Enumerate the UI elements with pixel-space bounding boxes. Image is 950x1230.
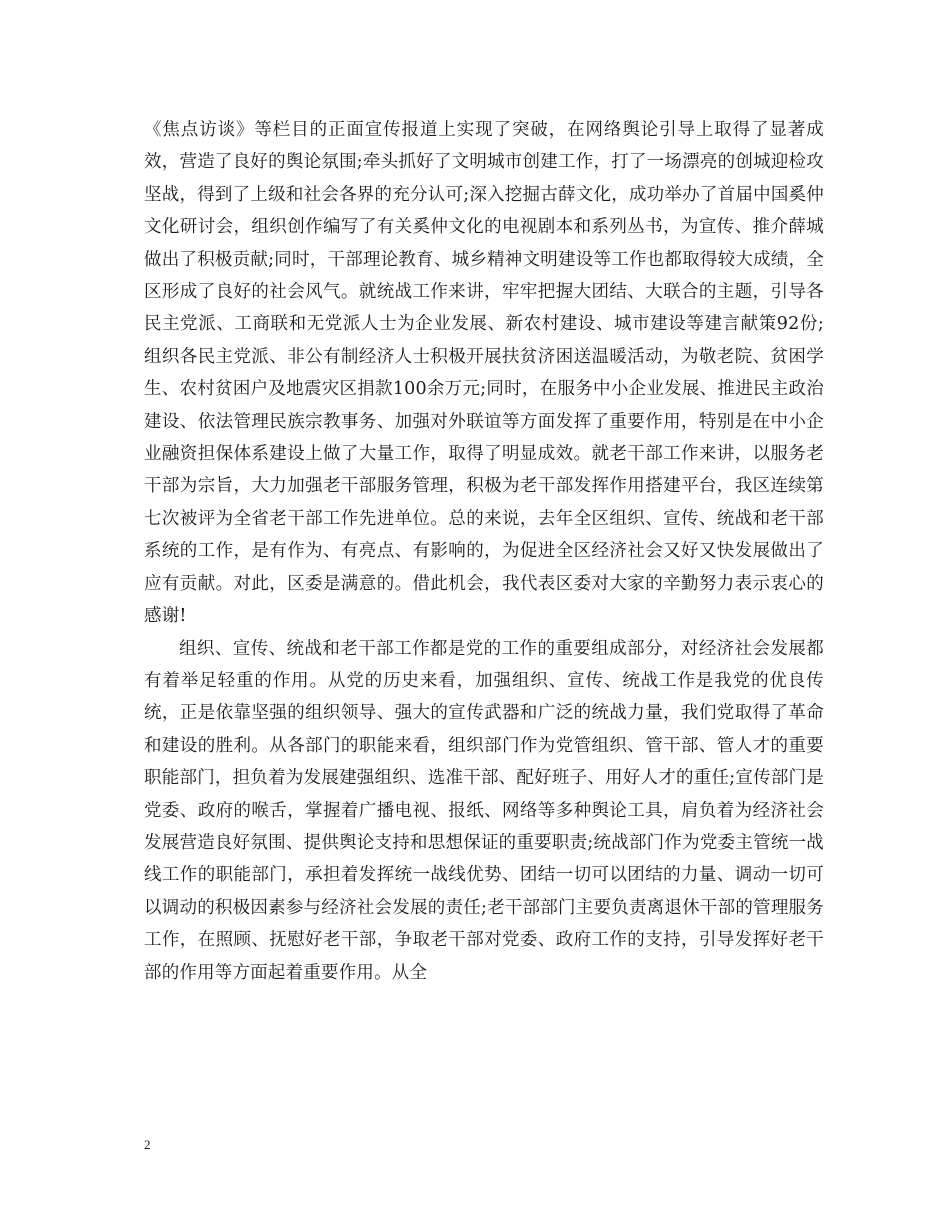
paragraph: 组织、宣传、统战和老干部工作都是党的工作的重要组成部分，对经济社会发展都有着举足轻重的作用。从党的历史来看，加强组织、宣传、统战工作是我党的优良传统，正是依靠坚强的组织领导、强大的宣传武器和广泛的统战力量，我们党取得了革命和建设的胜利。从各部门的职能来看，组织部门作为党管组织、管干部、管人才的重要职能部门，担负着为发展建强组织、选准干部、配好班子、用好人才的重任;宣传部门是党委、政府的喉舌，掌握着广播电视、报纸、网络等多种舆论工具，肩负着为经济社会发展营造良好氛围、提供舆论支持和思想保证的重要职责;统战部门作为党委主管统一战线工作的职能部门，承担着发挥统一战线优势、团结一切可以团结的力量、调动一切可以调动的积极因素参与经济社会发展的责任;老干部部门主要负责离退休干部的管理服务工作，在照顾、抚慰好老干部，争取老干部对党委、政府工作的支持，引导发挥好老干部的作用等方面起着重要作用。从全: [144, 638, 824, 983]
paragraph-continued: 《焦点访谈》等栏目的正面宣传报道上实现了突破，在网络舆论引导上取得了显著成效，营造了良好的舆论氛围;牵头抓好了文明城市创建工作，打了一场漂亮的创城迎检攻坚战，得到了上级和社会各界的充分认可;深入挖掘古薛文化，成功举办了首届中国奚仲文化研讨会，组织创作编写了有关奚仲文化的电视剧本和系列丛书，为宣传、推介薛城做出了积极贡献;同时，干部理论教育、城乡精神文明建设等工作也都取得较大成绩，全区形成了良好的社会风气。就统战工作来讲，牢牢把握大团结、大联合的主题，引导各民主党派、工商联和无党派人士为企业发展、新农村建设、城市建设等建言献策92份;组织各民主党派、非公有制经济人士积极开展扶贫济困送温暖活动，为敬老院、贫困学生、农村贫困户及地震灾区捐款100余万元;同时，在服务中小企业发展、推进民主政治建设、依法管理民族宗教事务、加强对外联谊等方面发挥了重要作用，特别是在中小企业融资担保体系建设上做了大量工作，取得了明显成效。就老干部工作来讲，以服务老干部为宗旨，大力加强老干部服务管理，积极为老干部发挥作用搭建平台，我区连续第七次被评为全省老干部工作先进单位。总的来说，去年全区组织、宣传、统战和老干部系统的工作，是有作为、有亮点、有影响的，为促进全区经济社会又好又快发展做出了应有贡献。对此，区委是满意的。借此机会，我代表区委对大家的辛勤努力表示衷心的感谢!: [144, 120, 824, 627]
document-body: [144, 114, 824, 989]
page-number: 2: [144, 1137, 151, 1152]
